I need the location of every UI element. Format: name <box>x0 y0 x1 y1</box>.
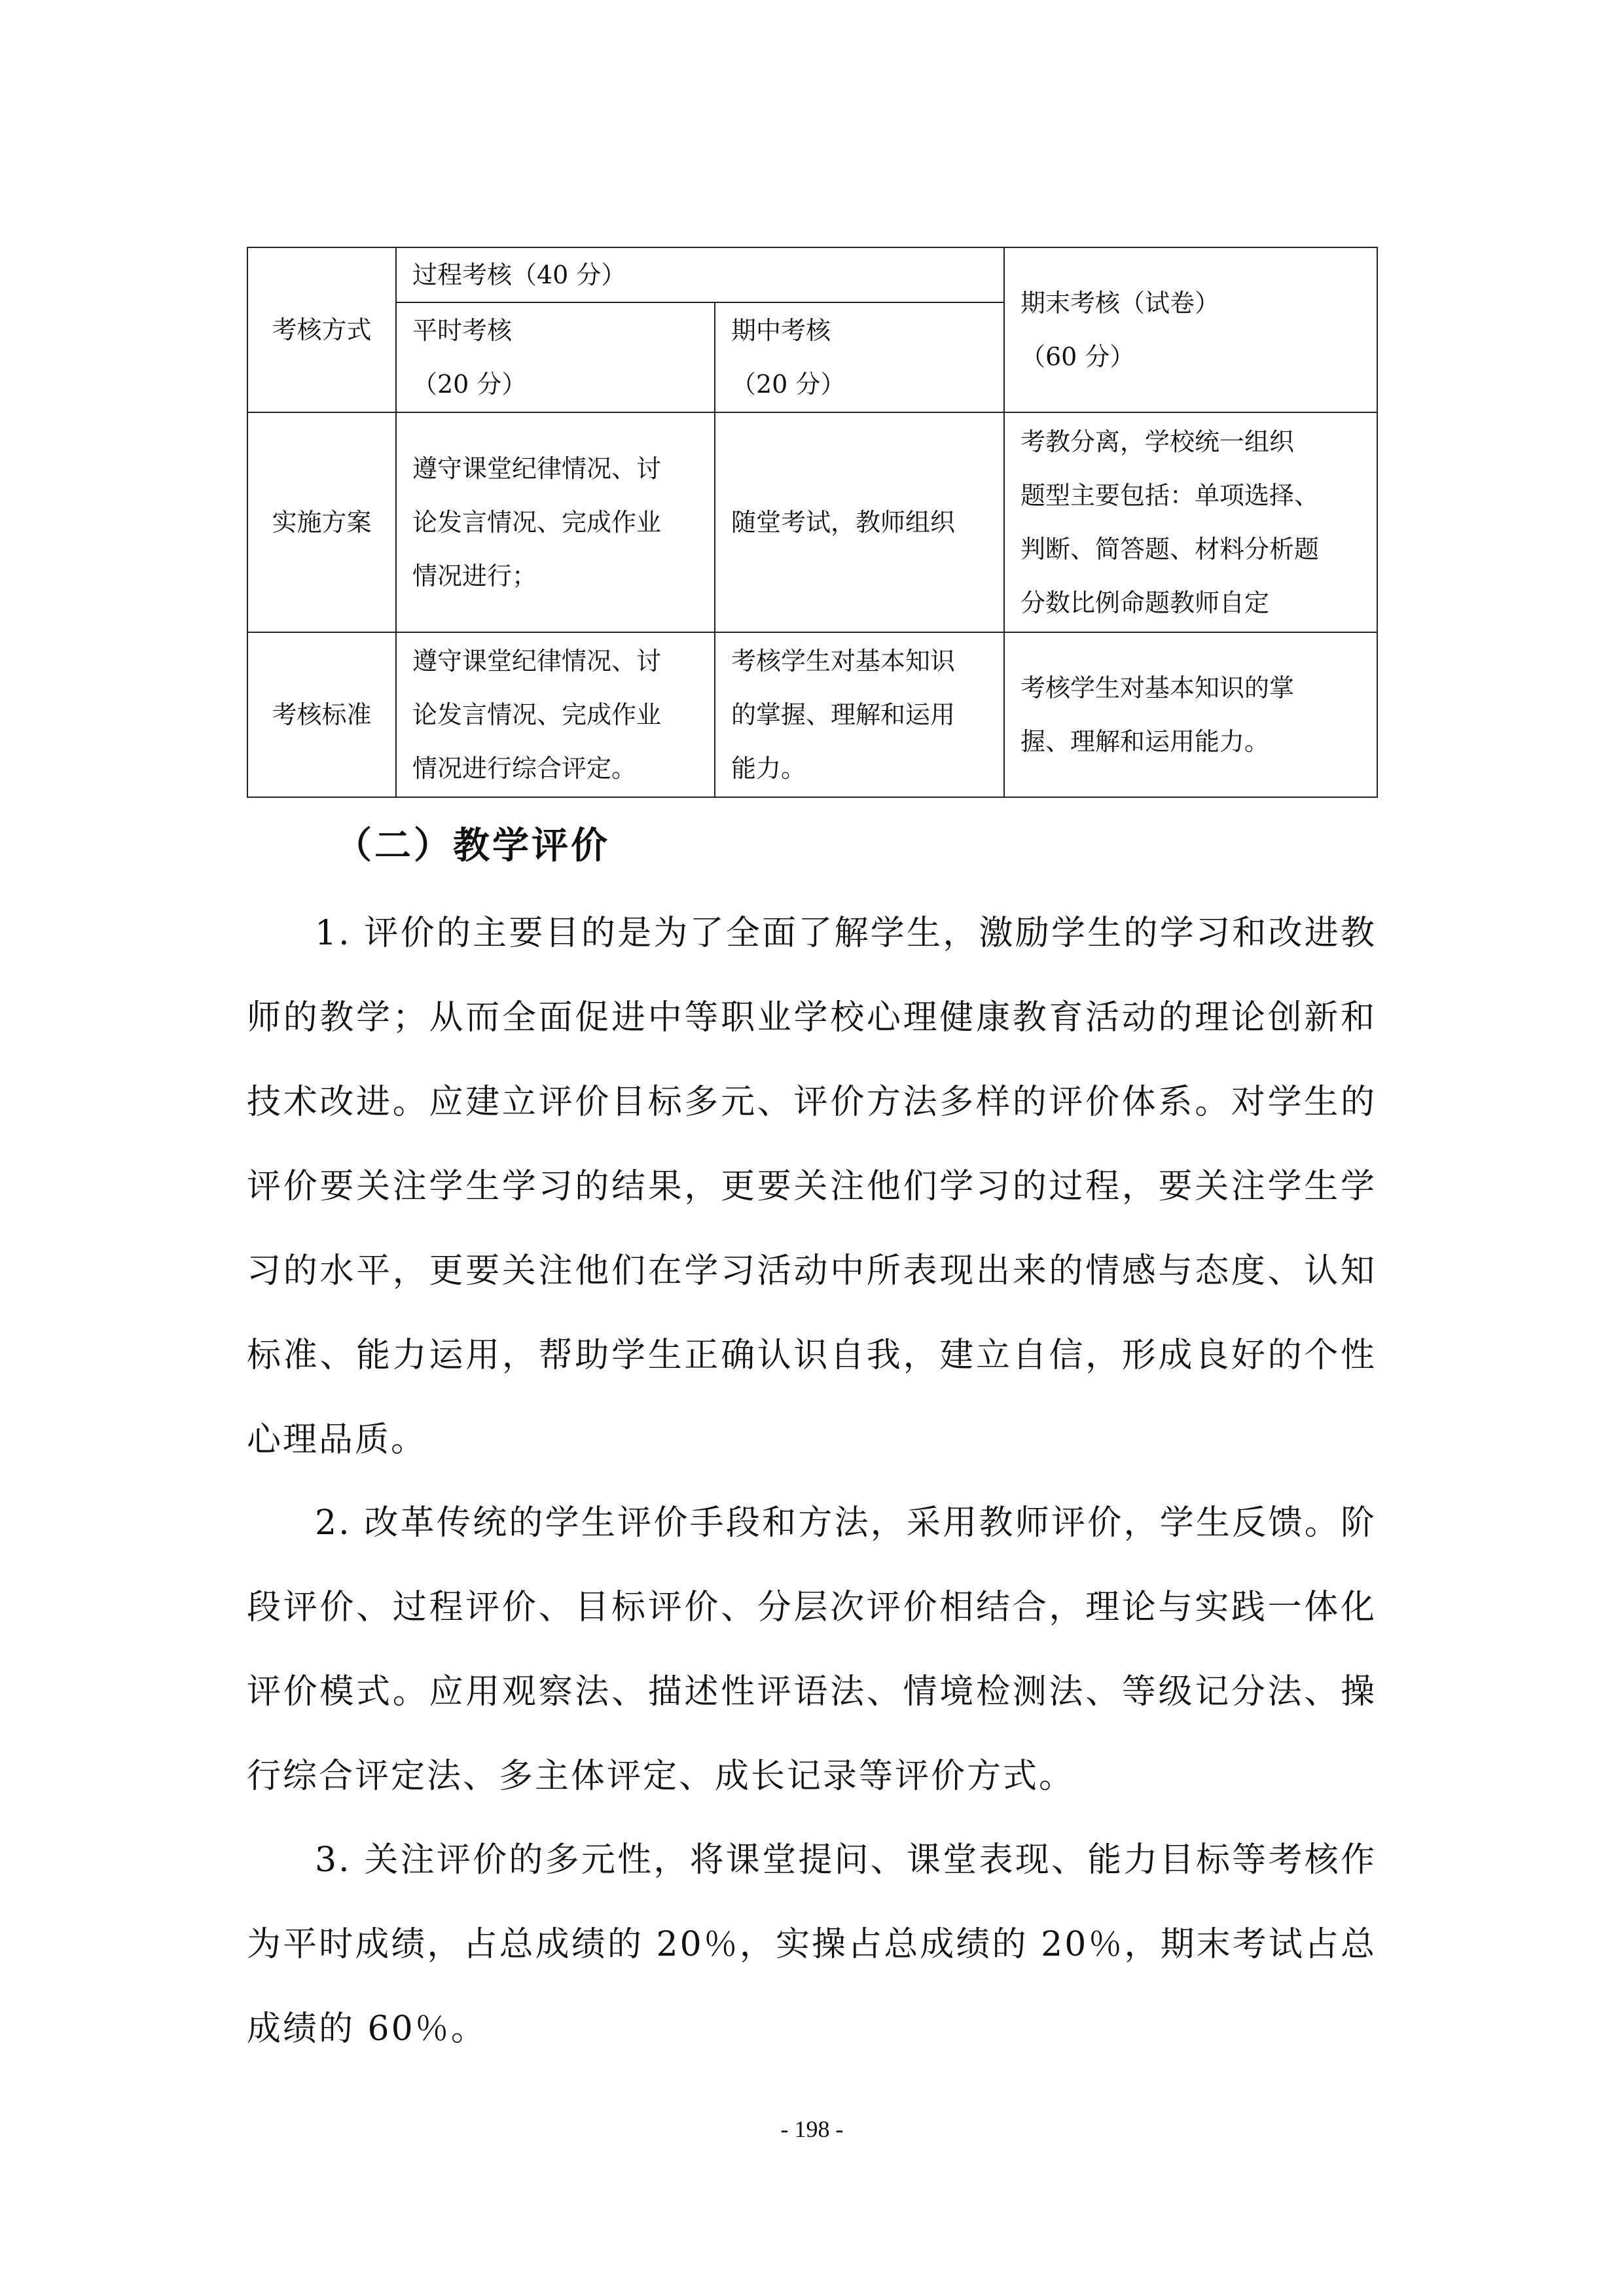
plan-final-cell: 考教分离，学校统一组织 题型主要包括：单项选择、 判断、简答题、材料分析题 分数比例命题教师自定 <box>1004 412 1377 632</box>
plan-regular-cell: 遵守课堂纪律情况、讨 论发言情况、完成作业 情况进行； <box>396 412 715 632</box>
paragraph-2: 2. 改革传统的学生评价手段和方法，采用教师评价，学生反馈。阶段评价、过程评价、目标评价、分层次评价相结合，理论与实践一体化评价模式。应用观察法、描述性评语法、情境检测法、等级记分法、操行综合评定法、多主体评定、成长记录等评价方式。 <box>247 1503 1377 1796</box>
page-number: - 198 - <box>780 2116 844 2142</box>
row-label-standard: 考核标准 <box>247 632 396 797</box>
row-label-method: 考核方式 <box>247 247 396 412</box>
paragraph-1: 1. 评价的主要目的是为了全面了解学生，激励学生的学习和改进教师的教学；从而全面促进中等职业学校心理健康教育活动的理论创新和技术改进。应建立评价目标多元、评价方法多样的评价体系。对学生的评价要关注学生学习的结果，更要关注他们学习的过程，要关注学生学习的水平，更要关注他们在学习活动中所表现出来的情感与态度、认知标准、能力运用，帮助学生正确认识自我，建立自信，形成良好的个性心理品质。 <box>247 914 1377 1460</box>
section-heading: （二）教学评价 <box>335 825 610 867</box>
standard-regular-cell: 遵守课堂纪律情况、讨 论发言情况、完成作业 情况进行综合评定。 <box>396 632 715 797</box>
assessment-table <box>247 247 1378 798</box>
plan-midterm-cell: 随堂考试，教师组织 <box>715 412 1004 632</box>
process-assessment-header: 过程考核（40 分） <box>396 247 1004 302</box>
table-row-method-top <box>247 247 1377 302</box>
table-row-standard <box>247 632 1377 797</box>
regular-assessment-header: 平时考核 （20 分） <box>396 302 715 412</box>
row-label-plan: 实施方案 <box>247 412 396 632</box>
midterm-assessment-header: 期中考核 （20 分） <box>715 302 1004 412</box>
final-exam-header: 期末考核（试卷） （60 分） <box>1004 247 1377 412</box>
table-row-plan <box>247 412 1377 632</box>
paragraph-3: 3. 关注评价的多元性，将课堂提问、课堂表现、能力目标等考核作为平时成绩，占总成绩的 20％，实操占总成绩的 20％，期末考试占总成绩的 60％。 <box>247 1840 1377 2049</box>
standard-final-cell: 考核学生对基本知识的掌 握、理解和运用能力。 <box>1004 632 1377 797</box>
standard-midterm-cell: 考核学生对基本知识 的掌握、理解和运用 能力。 <box>715 632 1004 797</box>
